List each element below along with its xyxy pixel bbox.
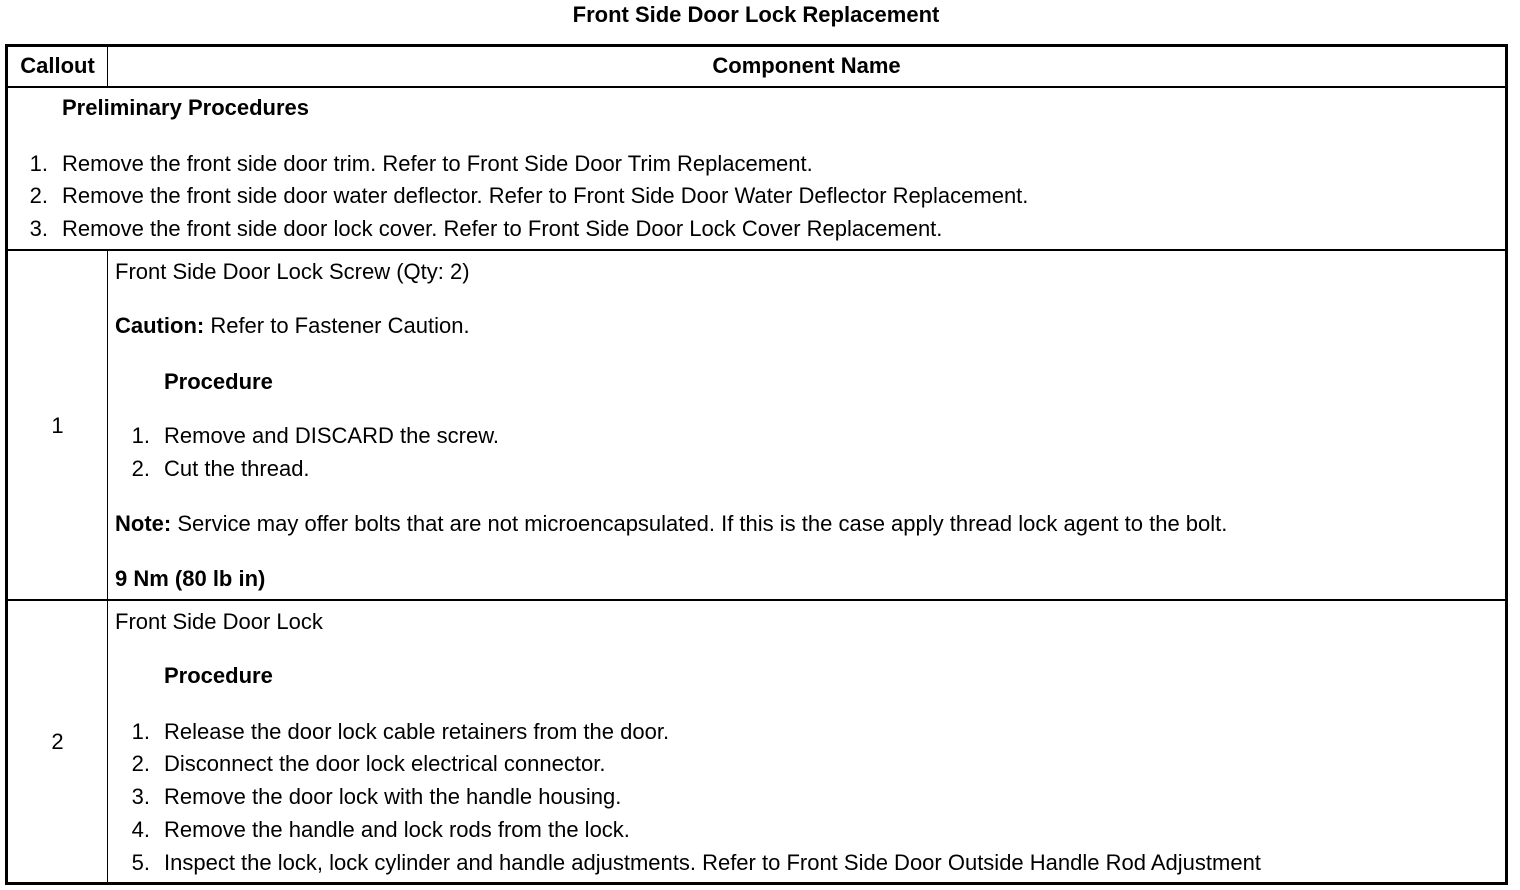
header-callout: Callout bbox=[20, 53, 95, 78]
header-row-divider bbox=[8, 86, 1505, 88]
row-2-step-number: 2. bbox=[131, 751, 150, 776]
row-2-component-name: Front Side Door Lock bbox=[115, 609, 323, 634]
row-2-step-text: Remove the handle and lock rods from the lock. bbox=[164, 817, 630, 842]
row-2-step-text: Disconnect the door lock electrical connector. bbox=[164, 751, 606, 776]
preliminary-step-text: Remove the front side door trim. Refer to Front Side Door Trim Replacement. bbox=[62, 151, 813, 176]
preliminary-step-number: 2. bbox=[29, 183, 48, 208]
document-title: Front Side Door Lock Replacement bbox=[572, 2, 940, 27]
row-1-caution bbox=[115, 312, 470, 340]
row-1-component-name: Front Side Door Lock Screw (Qty: 2) bbox=[115, 259, 470, 284]
note-text: Service may offer bolts that are not microencapsulated. If this is the case apply thread lock agent to the bolt. bbox=[171, 511, 1228, 536]
row-2-step-number: 4. bbox=[131, 817, 150, 842]
row-2-step-number: 3. bbox=[131, 784, 150, 809]
row-1-step-text: Cut the thread. bbox=[164, 456, 310, 481]
row-1-step-number: 1. bbox=[131, 423, 150, 448]
caution-text: Refer to Fastener Caution. bbox=[204, 313, 470, 338]
preliminary-step-text: Remove the front side door lock cover. Refer to Front Side Door Lock Cover Replacement. bbox=[62, 216, 943, 241]
row-1-step-text: Remove and DISCARD the screw. bbox=[164, 423, 500, 448]
row-1-torque: 9 Nm (80 lb in) bbox=[115, 566, 266, 591]
row-2-step-number: 1. bbox=[131, 719, 150, 744]
row-2-step-text: Inspect the lock, lock cylinder and handle adjustments. Refer to Front Side Door Outside Handle Rod Adjustment bbox=[164, 850, 1261, 875]
preliminary-step-number: 3. bbox=[29, 216, 48, 241]
header-component-name: Component Name bbox=[712, 53, 901, 78]
row-1-callout: 1 bbox=[51, 413, 64, 438]
row-1-divider bbox=[8, 599, 1505, 601]
row-2-step-text: Release the door lock cable retainers from the door. bbox=[164, 719, 670, 744]
row-2-callout: 2 bbox=[51, 729, 64, 754]
caution-label: Caution: bbox=[115, 313, 205, 338]
preliminary-step-number: 1. bbox=[29, 151, 48, 176]
preliminary-step-text: Remove the front side door water deflector. Refer to Front Side Door Water Deflector Replacement. bbox=[62, 183, 1029, 208]
row-1-note bbox=[115, 510, 1227, 538]
row-2-procedure-heading: Procedure bbox=[164, 663, 273, 688]
row-1-step-number: 2. bbox=[131, 456, 150, 481]
preliminary-heading: Preliminary Procedures bbox=[62, 95, 310, 120]
note-label: Note: bbox=[115, 511, 172, 536]
preliminary-row-divider bbox=[8, 249, 1505, 251]
row-1-procedure-heading: Procedure bbox=[164, 369, 273, 394]
row-2-step-text: Remove the door lock with the handle housing. bbox=[164, 784, 622, 809]
body-column-divider bbox=[107, 250, 108, 883]
row-2-step-number: 5. bbox=[131, 850, 150, 875]
